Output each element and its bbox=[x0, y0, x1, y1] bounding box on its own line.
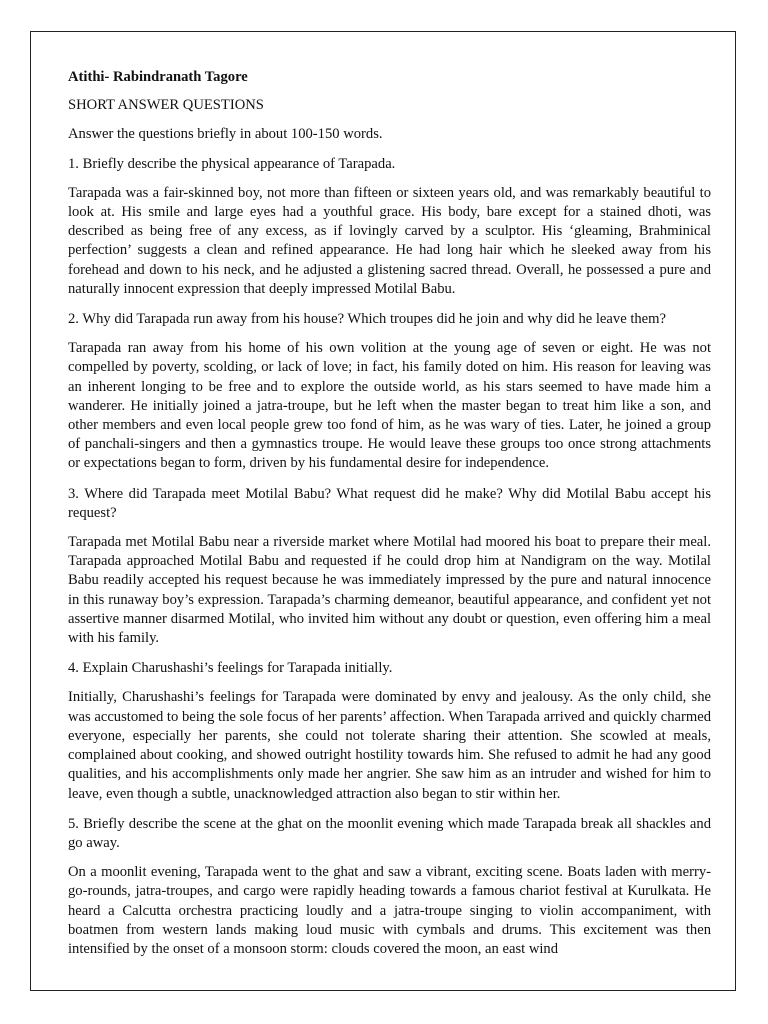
document-title: Atithi- Rabindranath Tagore bbox=[68, 69, 248, 85]
page-frame bbox=[30, 31, 736, 991]
question-5: 5. Briefly describe the scene at the ghat on the moonlit evening which made Tarapada break all shackles and go away. bbox=[68, 815, 711, 851]
answer-1: Tarapada was a fair-skinned boy, not more than fifteen or sixteen years old, and was remarkably beautiful to look at. His smile and large eyes had a youthful grace. His body, bare except for a stained dhoti, was described as being free of any excess, as if lovingly carved by a sculptor. His ‘gleaming, Brahminical perfection’ suggests a clean and refined appearance. He had long hair which he sleeked away from his forehead and down to his neck, and he adjusted a glistening sacred thread. Overall, he possessed a pure and naturally innocent expression that deeply impressed Motilal Babu. bbox=[68, 184, 711, 297]
answer-5: On a moonlit evening, Tarapada went to the ghat and saw a vibrant, exciting scene. Boats laden with merry-go-rounds, jatra-troupes, and cargo were rapidly heading towards a famous chariot festival at Kurulkata. He heard a Calcutta orchestra practicing loudly and a jatra-troupe singing to violin accompaniment, with boatmen from western lands making loud music with cymbals and drums. This excitement was then intensified by the onset of a monsoon storm: clouds covered the moon, an east wind bbox=[68, 864, 711, 957]
question-4: 4. Explain Charushashi’s feelings for Tarapada initially. bbox=[68, 660, 393, 677]
answer-3: Tarapada met Motilal Babu near a riverside market where Motilal had moored his boat to prepare their meal. Tarapada approached Motilal Babu and requested if he could drop him at Nandigram on the way. Motilal Babu readily accepted his request because he was immediately impressed by the pure and natural innocence in this runaway boy’s expression. Tarapada’s charming demeanor, beautiful appearance, and confident yet not assertive manner disarmed Motilal, who invited him without any doubt or question, even offering him a meal with his family. bbox=[68, 534, 711, 647]
answer-4: Initially, Charushashi’s feelings for Tarapada were dominated by envy and jealousy. As the only child, she was accustomed to being the sole focus of her parents’ affection. When Tarapada arrived and quickly charmed everyone, especially her parents, she could not tolerate sharing their attention. She scowled at meals, complained about cooking, and showed outright hostility towards him. She refused to admit he had any good qualities, and his accomplishments only made her angrier. She saw him as an intruder and wished for him to leave, even though a subtle, unacknowledged attraction also began to stir within her. bbox=[68, 689, 711, 802]
question-3: 3. Where did Tarapada meet Motilal Babu? What request did he make? Why did Motilal Babu accept his request? bbox=[68, 485, 711, 521]
section-heading: SHORT ANSWER QUESTIONS bbox=[68, 97, 264, 114]
answer-2: Tarapada ran away from his home of his own volition at the young age of seven or eight. He was not compelled by poverty, scolding, or lack of love; in fact, his family doted on him. His reason for leaving was an inherent longing to be free and to explore the outside world, as his stars seemed to have made him a wanderer. He initially joined a jatra-troupe, but he left when the master began to treat him like a son, and other members and even local people grew too fond of him, as he was wary of ties. Later, he joined a group of panchali-singers and then a gymnastics troupe. He would leave these groups too once strong attachments or expectations began to form, driven by his fundamental desire for independence. bbox=[68, 340, 711, 472]
document-body bbox=[68, 68, 711, 969]
question-2: 2. Why did Tarapada run away from his house? Which troupes did he join and why did he leave them? bbox=[68, 311, 666, 328]
question-1: 1. Briefly describe the physical appearance of Tarapada. bbox=[68, 155, 396, 172]
instruction-text: Answer the questions briefly in about 100-150 words. bbox=[68, 126, 383, 143]
